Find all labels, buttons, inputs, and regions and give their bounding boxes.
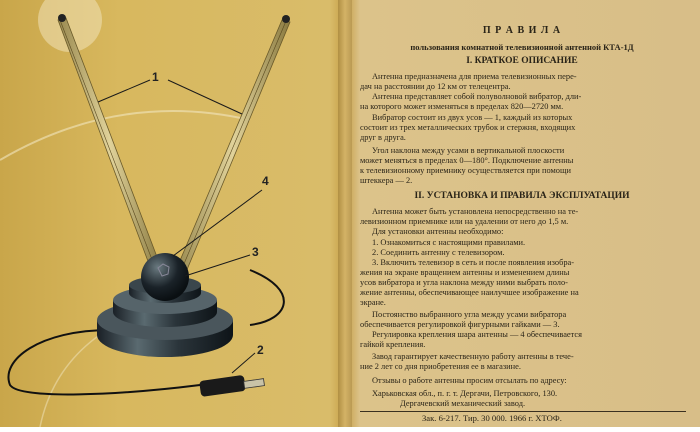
right-whisker [176, 15, 290, 272]
left-whisker [58, 14, 162, 272]
antenna-drawing [0, 0, 345, 427]
address-line: Дергачевский механический завод. [400, 399, 526, 408]
address-line: Харьковская обл., п. г. т. Дергачи, Петровского, 130. [372, 389, 558, 398]
s1-line: друг в друга. [360, 133, 406, 142]
doc-title: П Р А В И Л А [482, 25, 562, 36]
section2-heading: II. УСТАНОВКА И ПРАВИЛА ЭКСПЛУАТАЦИИ [414, 191, 630, 201]
s1-line: может меняться в пределах 0—180°. Подключение антенны [360, 156, 574, 165]
s2-line: 3. Включить телевизор в сеть и после появления изобра- [372, 258, 575, 267]
plug [199, 375, 264, 397]
callout-4: 4 [262, 174, 269, 188]
section1-heading: I. КРАТКОЕ ОПИСАНИЕ [466, 56, 578, 66]
callout-3: 3 [252, 245, 259, 259]
s1-line: к телевизионному приемнику осуществляется при помощи [360, 166, 571, 175]
callout-2: 2 [257, 343, 264, 357]
print-info: Зак. 6-217. Тир. 30 000. 1966 г. ХТОФ. [422, 413, 562, 423]
s1-line: состоит из трех металлических трубок и стержня, входящих [360, 123, 576, 132]
s2-line: Антенна может быть установлена непосредственно на те- [372, 207, 579, 216]
s2-line: Для установки антенны необходимо: [372, 227, 504, 236]
s2-line: левизионном приемнике или на удалении от него до 1,5 м. [360, 217, 569, 226]
s2-line: усов вибратора и угла наклона между ними выбрать поло- [360, 278, 568, 287]
s2-line: жения на экране вращением антенны и изменением длины [360, 268, 570, 277]
s1-line: Антенна представляет собой полуволновой вибратор, дли- [372, 92, 582, 101]
s1-line: Вибратор состоит из двух усов — 1, каждый из которых [372, 113, 573, 122]
s2-line: ние 2 лет со дня приобретения ее в магазине. [360, 362, 521, 371]
s1-line: на которого может изменяться в пределах 820—2720 мм. [360, 102, 564, 111]
footer-rule [360, 411, 686, 412]
s2-line: Постоянство выбранного угла между усами вибратора [372, 310, 567, 319]
doc-subtitle: пользования комнатной телевизионной антенной КТА-1Д [410, 42, 634, 52]
s2-line: 1. Ознакомиться с настоящими правилами. [372, 238, 526, 247]
antenna-ball [141, 253, 189, 301]
callout-1: 1 [152, 70, 159, 84]
s2-line: обеспечивается регулировкой фигурными гайками — 3. [360, 320, 560, 329]
instructions-panel [352, 0, 700, 427]
s2-line: Регулировка крепления шара антенны — 4 обеспечивается [372, 330, 582, 339]
s2-line: Завод гарантирует качественную работу антенны в тече- [372, 352, 574, 361]
antenna-illustration [0, 0, 345, 427]
s2-line: Отзывы о работе антенны просим отсылать по адресу: [372, 376, 567, 385]
s2-line: гайкой крепления. [360, 340, 426, 349]
s2-line: 2. Соединить антенну с телевизором. [372, 248, 505, 257]
s1-line: Антенна предназначена для приема телевизионных пере- [372, 72, 577, 81]
s2-line: жение антенны, обеспечивающее наилучшее изображение на [360, 288, 579, 297]
s1-line: штеккера — 2. [360, 176, 413, 185]
page-fold [338, 0, 352, 427]
s1-line: Угол наклона между усами в вертикальной плоскости [372, 146, 565, 155]
s1-line: дач на расстоянии до 12 км от телецентра. [360, 82, 511, 91]
s2-line: экране. [360, 298, 386, 307]
